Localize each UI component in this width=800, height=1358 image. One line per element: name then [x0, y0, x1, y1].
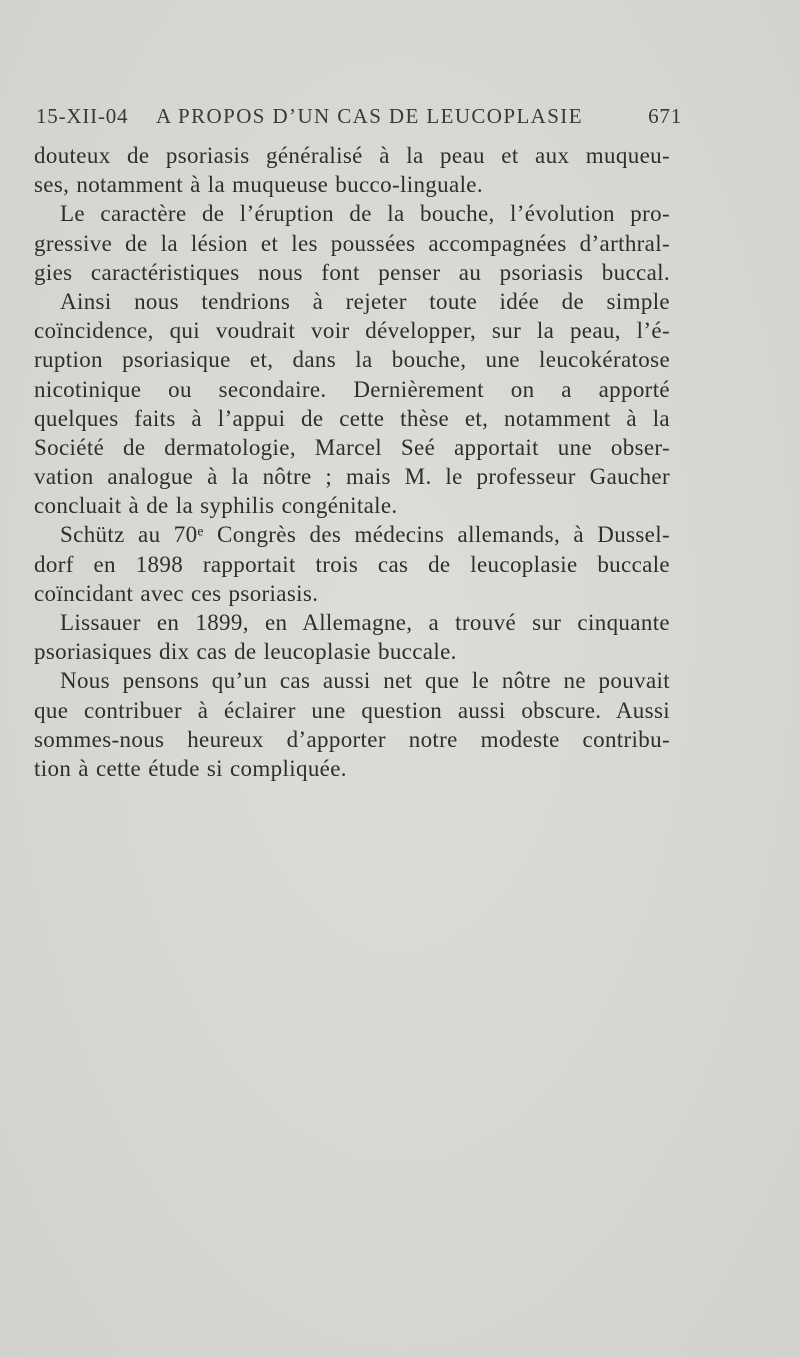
text-line: coïncidence, qui voudrait voir développer, sur la peau, l’é- [34, 318, 670, 344]
text-line: que contribuer à éclairer une question aussi obscure. Aussi [34, 697, 670, 723]
text-line: quelques faits à l’appui de cette thèse et, notamment à la [34, 405, 670, 431]
page-number: 671 [648, 104, 682, 128]
text-line: ruption psoriasique et, dans la bouche, une leucokératose [34, 347, 670, 373]
text-line: vation analogue à la nôtre ; mais M. le professeur Gaucher [34, 464, 670, 490]
text-line: dorf en 1898 rapportait trois cas de leucoplasie buccale [34, 551, 670, 577]
text-line: tion à cette étude si compliquée. [34, 755, 347, 781]
text-line: sommes-nous heureux d’apporter notre modeste contribu- [34, 726, 670, 752]
text-line: nicotinique ou secondaire. Dernièrement on a apporté [34, 376, 670, 402]
body-text [34, 141, 670, 783]
text-line: Ainsi nous tendrions à rejeter toute idée de simple [60, 288, 670, 314]
text-line: Nous pensons qu’un cas aussi net que le nôtre ne pouvait [60, 668, 670, 694]
text-line: Société de dermatologie, Marcel Seé apportait une obser- [34, 434, 670, 460]
text-line: Le caractère de l’éruption de la bouche, l’évolution pro- [60, 201, 670, 227]
text-line: psoriasiques dix cas de leucoplasie buccale. [34, 639, 457, 665]
running-head-title: A PROPOS D’UN CAS DE LEUCOPLASIE [156, 104, 583, 128]
running-head-date: 15-XII-04 [36, 104, 129, 128]
text-line: douteux de psoriasis généralisé à la peau et aux muqueu- [34, 143, 670, 168]
text-line: Schütz au 70ᵉ Congrès des médecins allemands, à Dussel- [60, 522, 670, 548]
text-line: gies caractéristiques nous font penser au psoriasis buccal. [34, 259, 670, 285]
text-line: ses, notamment à la muqueuse bucco-linguale. [34, 172, 483, 198]
text-line: coïncidant avec ces psoriasis. [34, 580, 319, 606]
running-head [36, 104, 682, 134]
text-line: gressive de la lésion et les poussées accompagnées d’arthral- [34, 230, 670, 256]
text-line: concluait à de la syphilis congénitale. [34, 493, 398, 519]
text-line: Lissauer en 1899, en Allemagne, a trouvé sur cinquante [60, 610, 670, 635]
